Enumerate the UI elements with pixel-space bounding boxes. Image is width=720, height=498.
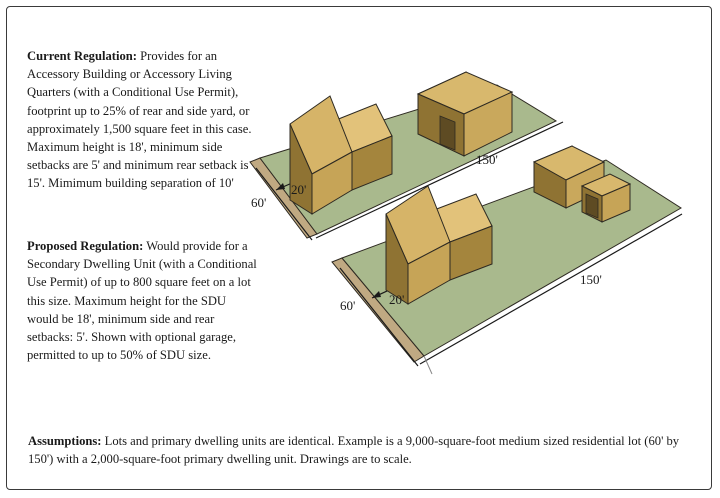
top-lot-width-label: 60' [251,195,267,210]
current-regulation-heading: Current Regulation: [27,49,137,63]
current-regulation-body: Provides for an Accessory Building or Accessory Living Quarters (with a Conditional Use Permit), footprint up to 25% of rear and side yard, or approximately 1,500 square feet in this case. Maximum height is 18', minimum side setbacks are 5' and minimum rear setback is 15'. Mimimum building separation of 10' [27,49,252,191]
assumptions-body: Lots and primary dwelling units are identical. Example is a 9,000-square-foot medium sized residential lot (60' by 150') with a 2,000-square-foot primary dwelling unit. Drawings are to scale. [28,434,680,467]
top-lot-setback-label: 20' [291,182,307,197]
assumptions-heading: Assumptions: [28,434,102,448]
bottom-lot-setback-label: 20' [389,292,405,307]
proposed-regulation-heading: Proposed Regulation: [27,239,144,253]
top-lot-depth-label: 150' [476,152,498,167]
bottom-lot-lower-edge [424,356,432,374]
bottom-lot-width-label: 60' [340,298,356,313]
bottom-lot-depth-label: 150' [580,272,602,287]
proposed-regulation-body: Would provide for a Secondary Dwelling Unit (with a Conditional Use Permit) of up to 800 square feet on a lot this size. Maximum height for the SDU would be 18', minimum side and rear setbacks: 5'. Shown with optional garage, permitted to up to 50% of SDU size. [27,239,257,363]
